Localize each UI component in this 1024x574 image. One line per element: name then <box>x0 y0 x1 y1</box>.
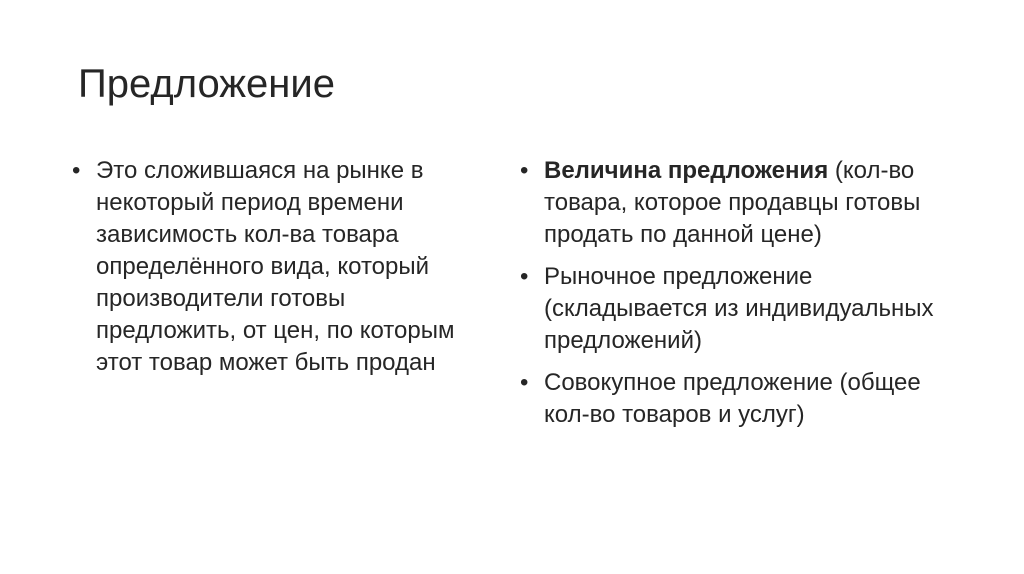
bullet-icon: • <box>72 157 81 184</box>
bullet-icon: • <box>520 369 529 396</box>
slide-title: Предложение <box>78 62 335 106</box>
list-item <box>520 155 960 251</box>
bullet-bold-term: Величина предложения <box>544 157 829 184</box>
right-bullet-list <box>520 155 960 431</box>
bullet-text: Рыночное предложение (складывается из индивидуальных предложений) <box>544 263 934 354</box>
right-column <box>520 155 960 441</box>
bullet-text: (кол-во товара, которое продавцы готовы продать по данной цене) <box>544 157 921 248</box>
list-item <box>520 367 960 431</box>
list-item <box>520 261 960 357</box>
bullet-text: Это сложившаяся на рынке в некоторый период времени зависимость кол-ва товара определённого вида, который производители готовы предложить, от цен, по которым этот товар может быть продан <box>96 157 455 376</box>
bullet-icon: • <box>520 263 529 290</box>
left-bullet-list <box>72 155 492 379</box>
list-item <box>72 155 492 379</box>
bullet-text: Совокупное предложение (общее кол-во товаров и услуг) <box>544 369 921 428</box>
bullet-icon: • <box>520 157 529 184</box>
left-column <box>72 155 492 389</box>
